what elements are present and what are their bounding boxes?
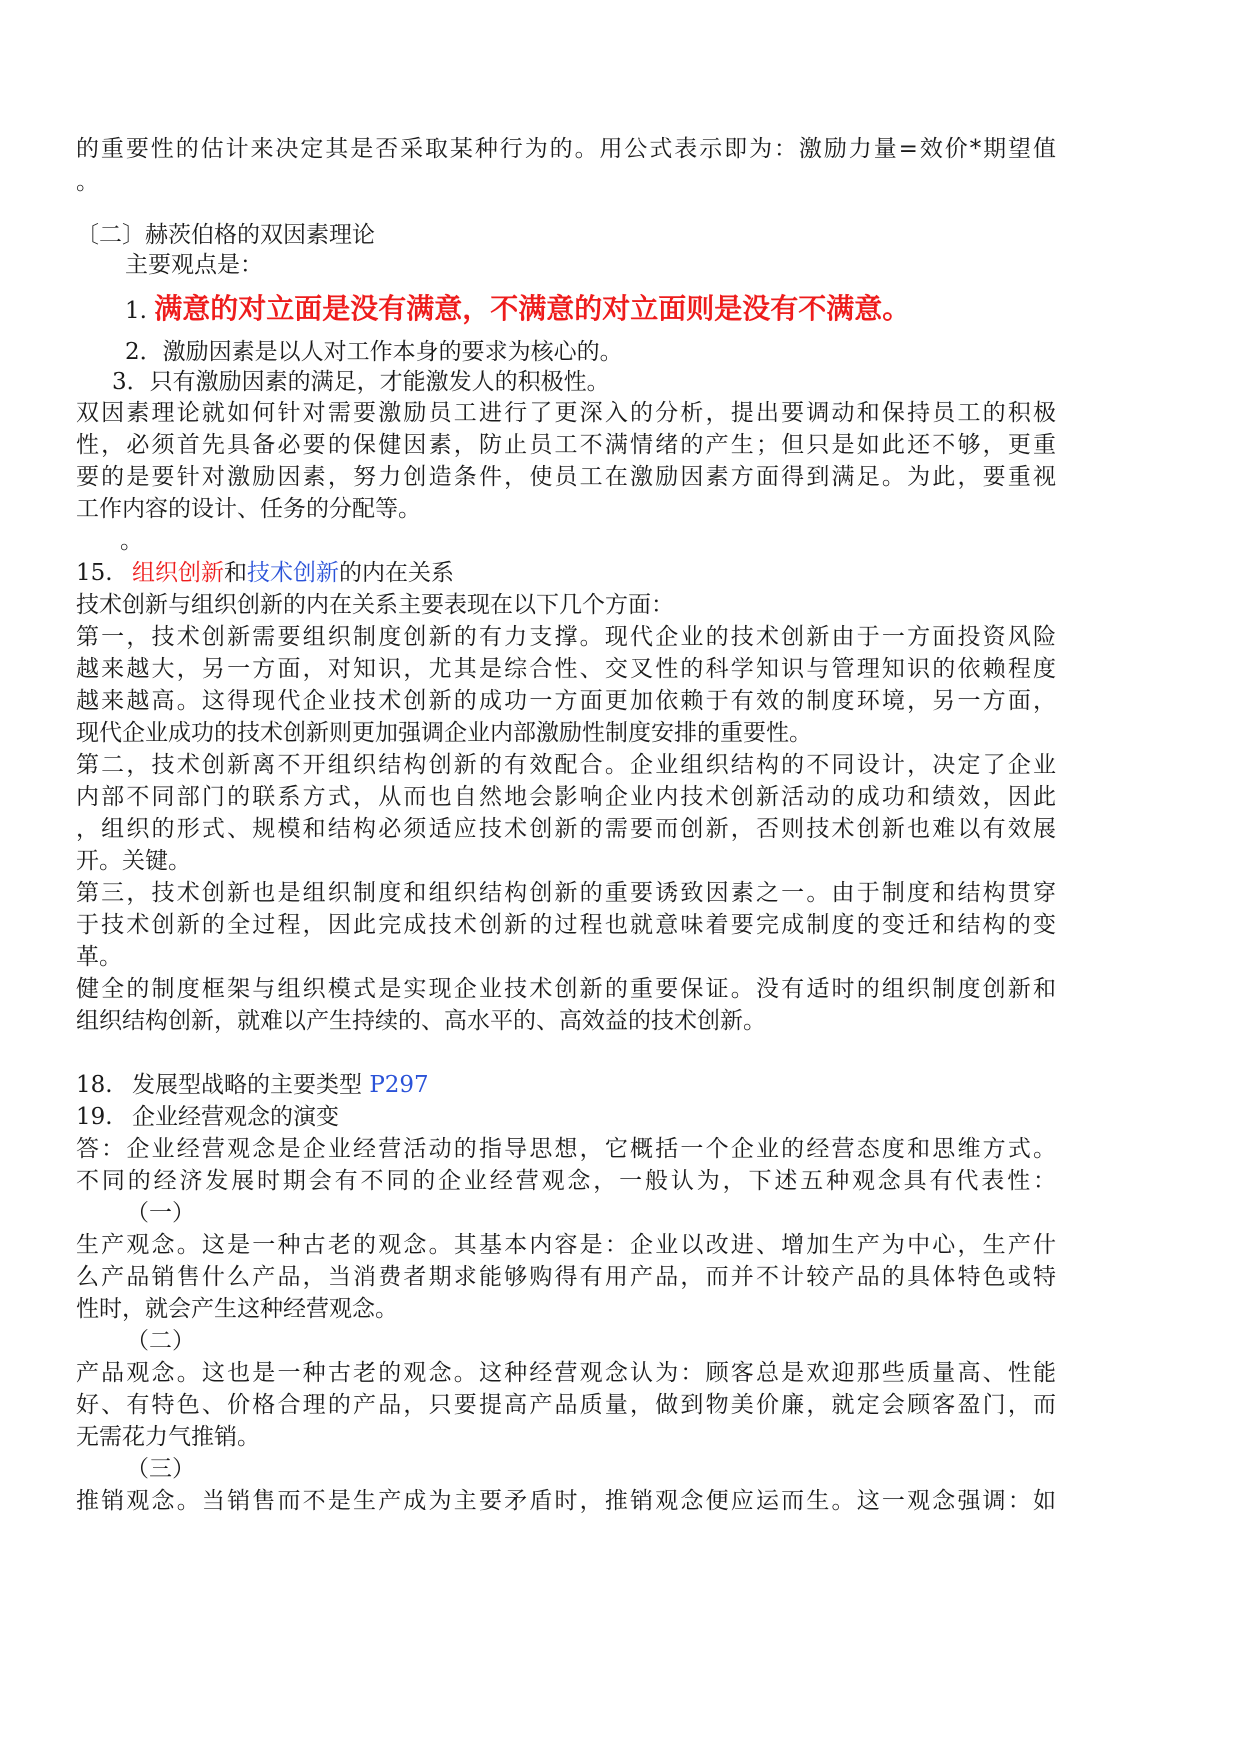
q15-p1-line: 现代企业成功的技术创新则更加强调企业内部激励性制度安排的重要性。 <box>76 720 812 746</box>
herzberg-para-line: 要的是要针对激励因素，努力创造条件，使员工在激励因素方面得到满足。为此，要重视 <box>76 464 1056 490</box>
q19-marker-3: （三） <box>126 1456 195 1482</box>
q19-m2-line: 产品观念。这也是一种古老的观念。这种经营观念认为：顾客总是欢迎那些质量高、性能 <box>76 1360 1056 1386</box>
q15-p4-line: 组织结构创新，就难以产生持续的、高水平的、高效益的技术创新。 <box>76 1008 766 1034</box>
herzberg-heading: 〔二〕赫茨伯格的双因素理论 <box>76 222 375 248</box>
herzberg-dot: 。 <box>120 528 143 554</box>
herzberg-para-line: 双因素理论就如何针对需要激励员工进行了更深入的分析，提出要调动和保持员工的积极 <box>76 400 1056 426</box>
herzberg-point-1 <box>125 290 910 330</box>
q19-marker-1: （一） <box>126 1200 195 1226</box>
herzberg-point-3: 3．只有激励因素的满足，才能激发人的积极性。 <box>112 369 610 395</box>
q15-p3-line: 于技术创新的全过程，因此完成技术创新的过程也就意味着要完成制度的变迁和结构的变 <box>76 912 1056 938</box>
q15-p2-line: 内部不同部门的联系方式，从而也自然地会影响企业内技术创新活动的成功和绩效，因此 <box>76 784 1056 810</box>
q19-answer-line: 答：企业经营观念是企业经营活动的指导思想，它概括一个企业的经营态度和思维方式。 <box>76 1136 1056 1162</box>
herzberg-subheading: 主要观点是： <box>125 252 263 278</box>
q15-p1-line: 第一，技术创新需要组织制度创新的有力支撑。现代企业的技术创新由于一方面投资风险 <box>76 624 1056 650</box>
herzberg-point-2: 2．激励因素是以人对工作本身的要求为核心的。 <box>125 339 623 365</box>
q15-p3-line: 第三，技术创新也是组织制度和组织结构创新的重要诱致因素之一。由于制度和结构贯穿 <box>76 880 1056 906</box>
q15-p2-line: 开。关键。 <box>76 848 191 874</box>
q19-m1-line: 么产品销售什么产品，当消费者期求能够购得有用产品，而并不计较产品的具体特色或特 <box>76 1264 1056 1290</box>
q19-heading <box>76 1101 339 1133</box>
q19-number: 19. <box>76 1104 113 1130</box>
q15-term-org-innovation: 组织创新 <box>132 560 224 586</box>
q18-page-ref: P297 <box>369 1072 429 1098</box>
q19-title: 企业经营观念的演变 <box>132 1104 339 1130</box>
q19-m1-line: 性时，就会产生这种经营观念。 <box>76 1296 398 1322</box>
q18-title: 发展型战略的主要类型 <box>132 1072 362 1098</box>
q15-conj: 和 <box>224 560 247 586</box>
herzberg-para-line: 性，必须首先具备必要的保健因素，防止员工不满情绪的产生；但只是如此还不够，更重 <box>76 432 1056 458</box>
q15-p4-line: 健全的制度框架与组织模式是实现企业技术创新的重要保证。没有适时的组织制度创新和 <box>76 976 1056 1002</box>
q15-p2-line: 第二，技术创新离不开组织结构创新的有效配合。企业组织结构的不同设计，决定了企业 <box>76 752 1056 778</box>
q15-heading <box>76 557 454 589</box>
herzberg-para-line: 工作内容的设计、任务的分配等。 <box>76 496 421 522</box>
q19-marker-2: （二） <box>126 1328 195 1354</box>
q15-p1-line: 越来越高。这得现代企业技术创新的成功一方面更加依赖于有效的制度环境，另一方面， <box>76 688 1056 714</box>
q15-p3-line: 革。 <box>76 944 122 970</box>
q15-number: 15. <box>76 560 113 586</box>
intro-line-1: 的重要性的估计来决定其是否采取某种行为的。用公式表示即为：激励力量=效价*期望值 <box>76 136 1056 162</box>
point-1-text: 满意的对立面是没有满意，不满意的对立面则是没有不满意。 <box>154 292 911 325</box>
q18-number: 18. <box>76 1072 113 1098</box>
q15-p1-line: 越来越大，另一方面，对知识，尤其是综合性、交叉性的科学知识与管理知识的依赖程度 <box>76 656 1056 682</box>
q19-answer-line: 不同的经济发展时期会有不同的企业经营观念，一般认为，下述五种观念具有代表性： <box>76 1168 1056 1194</box>
q18-heading <box>76 1069 429 1101</box>
q15-intro: 技术创新与组织创新的内在关系主要表现在以下几个方面： <box>76 592 674 618</box>
q15-title-tail: 的内在关系 <box>339 560 454 586</box>
q15-p2-line: ，组织的形式、规模和结构必须适应技术创新的需要而创新，否则技术创新也难以有效展 <box>76 816 1056 842</box>
q19-m1-line: 生产观念。这是一种古老的观念。其基本内容是：企业以改进、增加生产为中心，生产什 <box>76 1232 1056 1258</box>
q19-m2-line: 好、有特色、价格合理的产品，只要提高产品质量，做到物美价廉，就定会顾客盈门，而 <box>76 1392 1056 1418</box>
intro-line-2: 。 <box>76 169 99 195</box>
point-1-number: 1. <box>125 298 147 324</box>
q19-m3-line: 推销观念。当销售而不是生产成为主要矛盾时，推销观念便应运而生。这一观念强调：如 <box>76 1488 1056 1514</box>
q15-term-tech-innovation: 技术创新 <box>247 560 339 586</box>
q19-m2-line: 无需花力气推销。 <box>76 1424 260 1450</box>
